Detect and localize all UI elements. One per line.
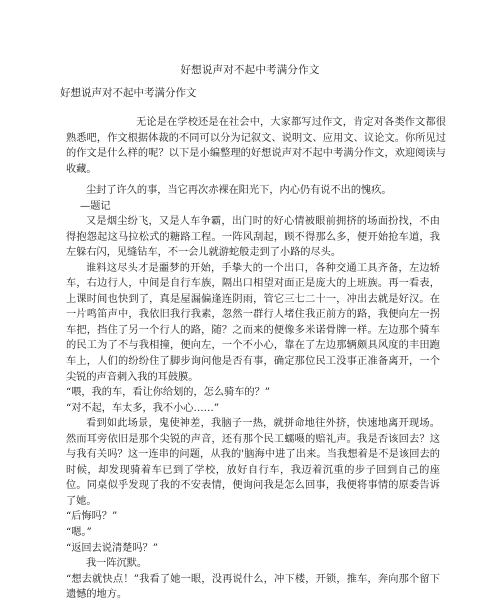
body-paragraph: “想去就快点！”我看了她一眼，没再说什么，冲下楼，开锁，推车，奔向那个留下遗憾的地方。 (66, 573, 440, 601)
dialogue-line: “嗯。” (66, 527, 92, 539)
page-title: 好想说声对不起中考满分作文 (180, 64, 320, 76)
dialogue-line: “对不起，车太多，我不小心……” (66, 402, 220, 414)
dialogue-line: “后悔吗？” (66, 511, 118, 523)
intro-paragraph: 无论是在学校还是在社会中，大家都写过作文，肯定对各类作文都很熟悉吧，作文根据体裁的不同可以分为记叙文、说明文、应用文、议论文。你所见过的作文是什么样的呢？以下是小编整理的好想说声对不起中考满分作文，欢迎阅读与收藏。 (66, 117, 446, 175)
epigraph: 尘封了许久的事，当它再次赤裸在阳光下，内心仍有说不出的愧疚。 (86, 185, 392, 196)
document-subtitle: 好想说声对不起中考满分作文 (60, 87, 197, 99)
body-paragraph: 我一阵沉默。 (86, 558, 148, 570)
body-paragraph: 看到如此场景，鬼使神差，我脑子一热，就拼命地往外挤，快速地离开现场。然而耳旁依旧是那个尖锐的声音，还有那个民工蠕嗫的赔礼声。我是否该回去？这与我有关吗？这一连串的问题，从我的'脑海中进了出来。当我想着是不是该回去的时候，却发现骑着车已到了学校，放好自行车，我迈着沉重的步子回到自己的座位。同桌似乎发现了我的不安表情，便询问我是怎么回事，我便将事情的原委告诉了她。 (66, 418, 440, 507)
article-body (66, 183, 440, 603)
body-paragraph: 又是烟尘纷飞，又是人车争霸，出门时的好心情被眼前拥挤的场面扮找，不由得抱怨起这马拉松式的糖路工程。一阵风刮起，顾不得那么多，便开始抢车道，我左躲右闪，见缝钻车，不一会儿就游蛇般走到了小路的尽头。 (66, 216, 440, 259)
dialogue-line: “喂，我的车，看让你给划的，怎么骑车的？” (66, 387, 270, 399)
body-paragraph: 谁料这尽头才是噩梦的开始，手挚大的一个出口，各种交通工具齐备，左边轿车，右边行人，中间是自行车族，隔出口相望对面正是庞大的上班族。再一看表，上课时间也快到了，真是屋漏偏逢连阴雨，管它三七二十一，冲出去就是好汉。在一片鸣笛声中，我依旧我行我素，忽然一群行人堵住我正前方的路，我便向左一拐车把，挡住了另一个行人的路，随？之而来的便像多米诺骨牌一样。左边那个骑车的民工为了不与我相撞，便向左，一个不小心，靠在了左边那辆颇具风度的丰田跑车上，人们的纷纷住了脚步询问他是否有事，确定那位民工没事正准备离开，一个尖锐的声音刺入我的耳鼓膜。 (66, 262, 440, 383)
epigraph-note: —题记 (80, 200, 111, 212)
dialogue-line: “返回去说清楚吗？” (66, 542, 158, 554)
